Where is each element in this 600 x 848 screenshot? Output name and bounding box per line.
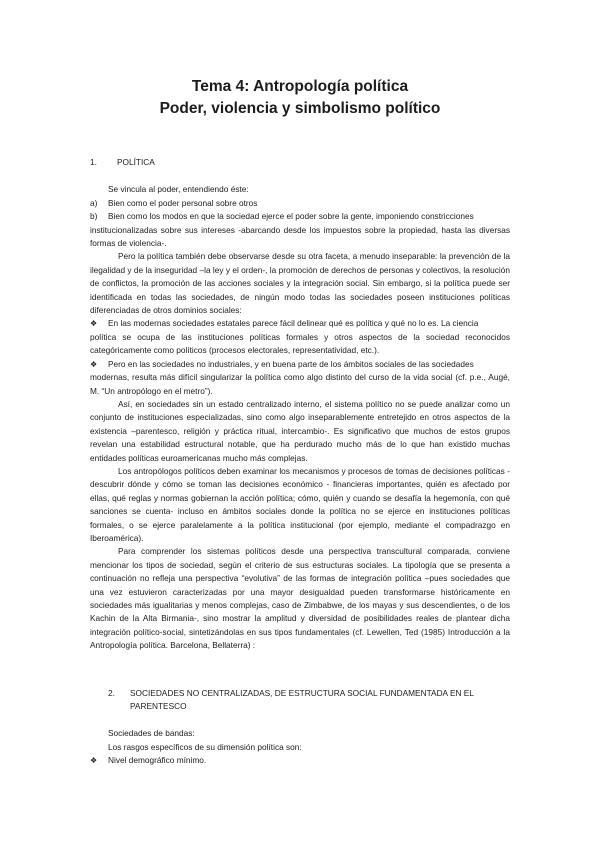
section-1-heading [90,156,510,169]
section-number: 1. [90,157,97,167]
bullet-text-continuation: política se ocupa de las instituciones políticas formales y otros aspectos de la sociedad reconocidos categóricamente como políticos (procesos electorales, representatividad, etc.). [90,331,510,356]
section-title: POLÍTICA [117,157,155,167]
list-item-b-continuation: institucionalizadas sobre sus intereses -abarcando desde los impuestos sobre la propiedad, hasta las diversas formas de violencia-. [90,224,510,249]
section-1-intro: Se vincula al poder, entendiendo éste: [108,184,249,195]
paragraph: Los antropólogos políticos deben examinar los mecanismos y procesos de tomas de decisiones políticas -descubrir dónde y cómo se toman las decisiones económico - financieras importantes, quién es afectado por ellas, qué reglas y normas gobiernan la acción política; cómo, quién y cuando se desafía la hegemonía, con qué sanciones se cuenta- incluso en ámbitos sociales donde la política no se ejerce en instituciones políticas formales, o se ejerce paralelamente a la política institucional (por ejemplo, mediante el compadrazgo en Iberoamérica). [90,465,510,543]
bullet-text: Pero en las sociedades no industriales, y en buena parte de los ámbitos sociales de las sociedades [108,358,474,369]
bullet-item [90,317,510,330]
list-item-text: Bien como el poder personal sobre otros [108,197,258,208]
document-title: Tema 4: Antropología política [191,78,409,95]
list-marker: a) [90,197,98,208]
bullet-text-continuation: modernas, resulta más difícil singularizar la política como algo distinto del curso de la vida social (cf. p.e., Augé, M. “Un antropólogo en el metro”). [90,372,510,396]
section-number: 2. [108,687,115,698]
diamond-bullet-icon: ❖ [90,359,98,369]
list-item-a [90,197,510,210]
subsection-intro: Los rasgos específicos de su dimensión política son: [108,741,302,752]
bullet-text: En las modernas sociedades estatales parece fácil delinear qué es política y qué no lo es. La ciencia [108,318,479,329]
paragraph: Así, en sociedades sin un estado centralizado interno, el sistema político no se puede analizar como un conjunto de instituciones especializadas, sino como algo inseparablemente entretejido en otros aspectos de la existencia –parentesco, religión y práctica ritual, intercambio-. Es significativo que muchos de estos grupos revelan una estabilidad estructural notable, que ha perdurado mucho más de lo que han existido muchas entidades políticas euroamericanas mucho más complejas. [90,398,510,463]
list-marker: b) [90,211,98,222]
list-item-b [90,210,510,223]
bullet-item [90,754,510,767]
bullet-item [90,358,510,371]
section-title: SOCIEDADES NO CENTRALIZADAS, DE ESTRUCTURA SOCIAL FUNDAMENTADA EN EL PARENTESCO [130,687,474,712]
diamond-bullet-icon: ❖ [90,319,98,329]
list-item-text: Bien como los modos en que la sociedad ejerce el poder sobre la gente, imponiendo constricciones [108,211,474,222]
paragraph: Para comprender los sistemas políticos desde una perspectiva transcultural comparada, conviene mencionar los tipos de sociedad, según el criterio de sus estructuras sociales. La tipología que se presenta a continuación no refleja una perspectiva “evolutiva” de las formas de integración política –pues sociedades que una vez estuvieron caracterizadas por una mayor desigualdad pueden transformarse históricamente en sociedades más igualitarias y menos complejas, caso de Zimbabwe, de los mayas y sus descendientes, o de los Kachin de la Alta Birmania-, sino mostrar la amplitud y diversidad de posibilidades reales de plantear dicha integración político-social, sintetizándolas en sus tipos fundamentales (cf. Lewellen, Ted (1985) Introducción a la Antropología política. Barcelona, Bellaterra) : [90,546,510,651]
diamond-bullet-icon: ❖ [90,756,98,766]
subsection-title: Sociedades de bandas: [108,728,195,739]
paragraph: Pero la política también debe observarse desde su otra faceta, a menudo inseparable: la prevención de la ilegalidad y de la inseguridad –la ley y el orden-, la promoción de derechos de personas y colectivos, la resolución de conflictos, la promoción de las acciones sociales y la integración social. Sin embargo, si la política puede ser identificada en todas las sociedades, de ningún modo todas las sociedades poseen instituciones políticas diferenciadas de otros dominios sociales: [90,251,510,316]
bullet-text: Nivel demográfico mínimo. [108,755,207,766]
document-subtitle: Poder, violencia y simbolismo político [159,100,441,117]
section-2-heading [90,687,510,714]
